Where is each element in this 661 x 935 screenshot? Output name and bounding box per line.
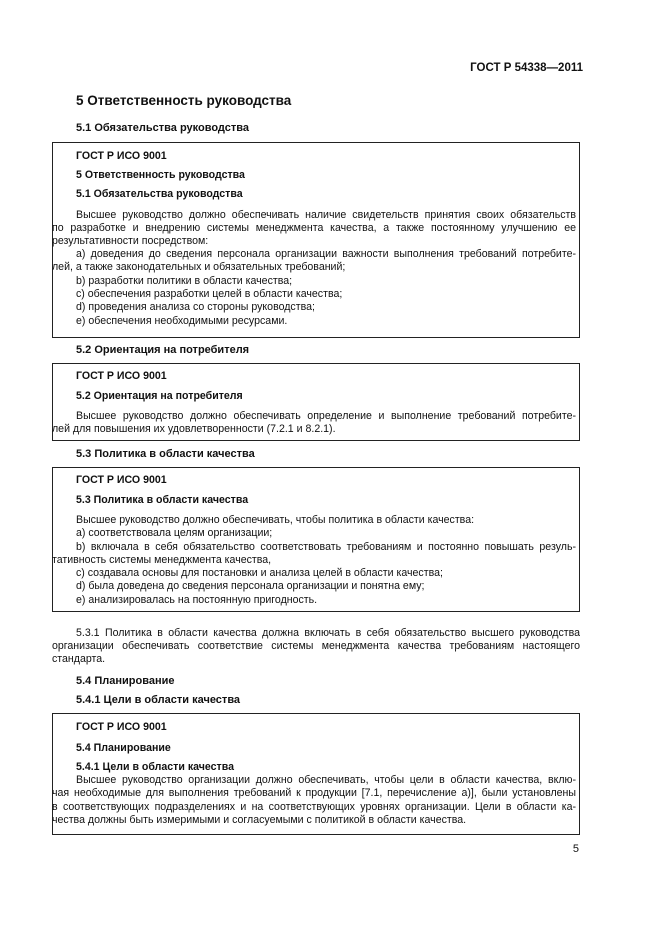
section-5-4-heading: 5.4 Планирование [76,675,175,687]
box1-para-line: по разработке и внедрению системы менеджмента качества, а также постоянному улучшению ее [52,222,576,234]
box4-standard: ГОСТ Р ИСО 9001 [76,721,167,733]
box4-heading-5-4: 5.4 Планирование [76,742,171,754]
box1-item-d: d) проведения анализа со стороны руководства; [76,301,315,313]
box1-heading-5-1: 5.1 Обязательства руководства [76,188,243,200]
box1-item-b: b) разработки политики в области качества; [76,275,293,287]
box2-heading: 5.2 Ориентация на потребителя [76,390,243,402]
box4-para-line: в соответствующих подразделениях и на соответствующих уровнях организации. Цели в области ка- [52,801,576,813]
box3-item-c: c) создавала основы для постановки и анализа целей в области качества; [76,567,443,579]
section-5-1-heading: 5.1 Обязательства руководства [76,122,250,134]
box3-intro: Высшее руководство должно обеспечивать, чтобы политика в области качества: [76,514,475,526]
box1-standard: ГОСТ Р ИСО 9001 [76,150,167,162]
section-5-2-heading: 5.2 Ориентация на потребителя [76,344,250,356]
page-number: 5 [572,843,579,855]
section-5-3-heading: 5.3 Политика в области качества [76,448,255,460]
box4-para-line: Высшее руководство организации должно обеспечивать, чтобы цели в области качества, вклю- [76,774,576,786]
box2-para-line: Высшее руководство должно обеспечивать определение и выполнение требований потребите- [76,410,576,422]
box3-item-b-cont: тативность системы менеджмента качества, [52,554,272,566]
section-5-4-1-heading: 5.4.1 Цели в области качества [76,694,241,706]
section-5-title: 5 Ответственность руководства [76,93,292,108]
box4-heading-5-4-1: 5.4.1 Цели в области качества [76,761,234,773]
box2-standard: ГОСТ Р ИСО 9001 [76,370,167,382]
box1-item-a: а) доведения до сведения персонала организации важности выполнения требований потребите- [76,248,576,260]
box3-item-e: e) анализировалась на постоянную пригодность. [76,594,318,606]
box3-standard: ГОСТ Р ИСО 9001 [76,474,167,486]
box3-item-a: а) соответствовала целям организации; [76,527,273,539]
para-5-3-1-line: организации обеспечивать соответствие системы менеджмента качества требованиям настоящего [52,640,580,652]
box3-item-d: d) была доведена до сведения персонала организации и понятна ему; [76,580,425,592]
box3-item-b: b) включала в себя обязательство соответствовать требованиям и постоянно повышать резуль- [76,541,576,553]
box1-item-c: c) обеспечения разработки целей в области качества; [76,288,343,300]
box1-item-a-cont: лей, а также законодательных и обязательных требований; [52,261,346,273]
box1-item-e: e) обеспечения необходимыми ресурсами. [76,315,288,327]
document-header: ГОСТ Р 54338—2011 [470,62,583,74]
box2-para-line: лей для повышения их удовлетворенности (7.2.1 и 8.2.1). [52,423,336,435]
box1-para-line: результативности посредством: [52,235,209,247]
box1-para-line: Высшее руководство должно обеспечивать наличие свидетельств принятия своих обязательств [76,209,576,221]
box4-para-line: чества должны быть измеримыми и согласуемыми с политикой в области качества. [52,814,467,826]
para-5-3-1-line: 5.3.1 Политика в области качества должна включать в себя обязательство высшего руководства [76,627,580,639]
box1-heading-5: 5 Ответственность руководства [76,169,245,181]
para-5-3-1-line: стандарта. [52,653,106,665]
box4-para-line: чая необходимые для выполнения требований к продукции [7.1, перечисление а)], были установлены [52,787,576,799]
box3-heading: 5.3 Политика в области качества [76,494,249,506]
